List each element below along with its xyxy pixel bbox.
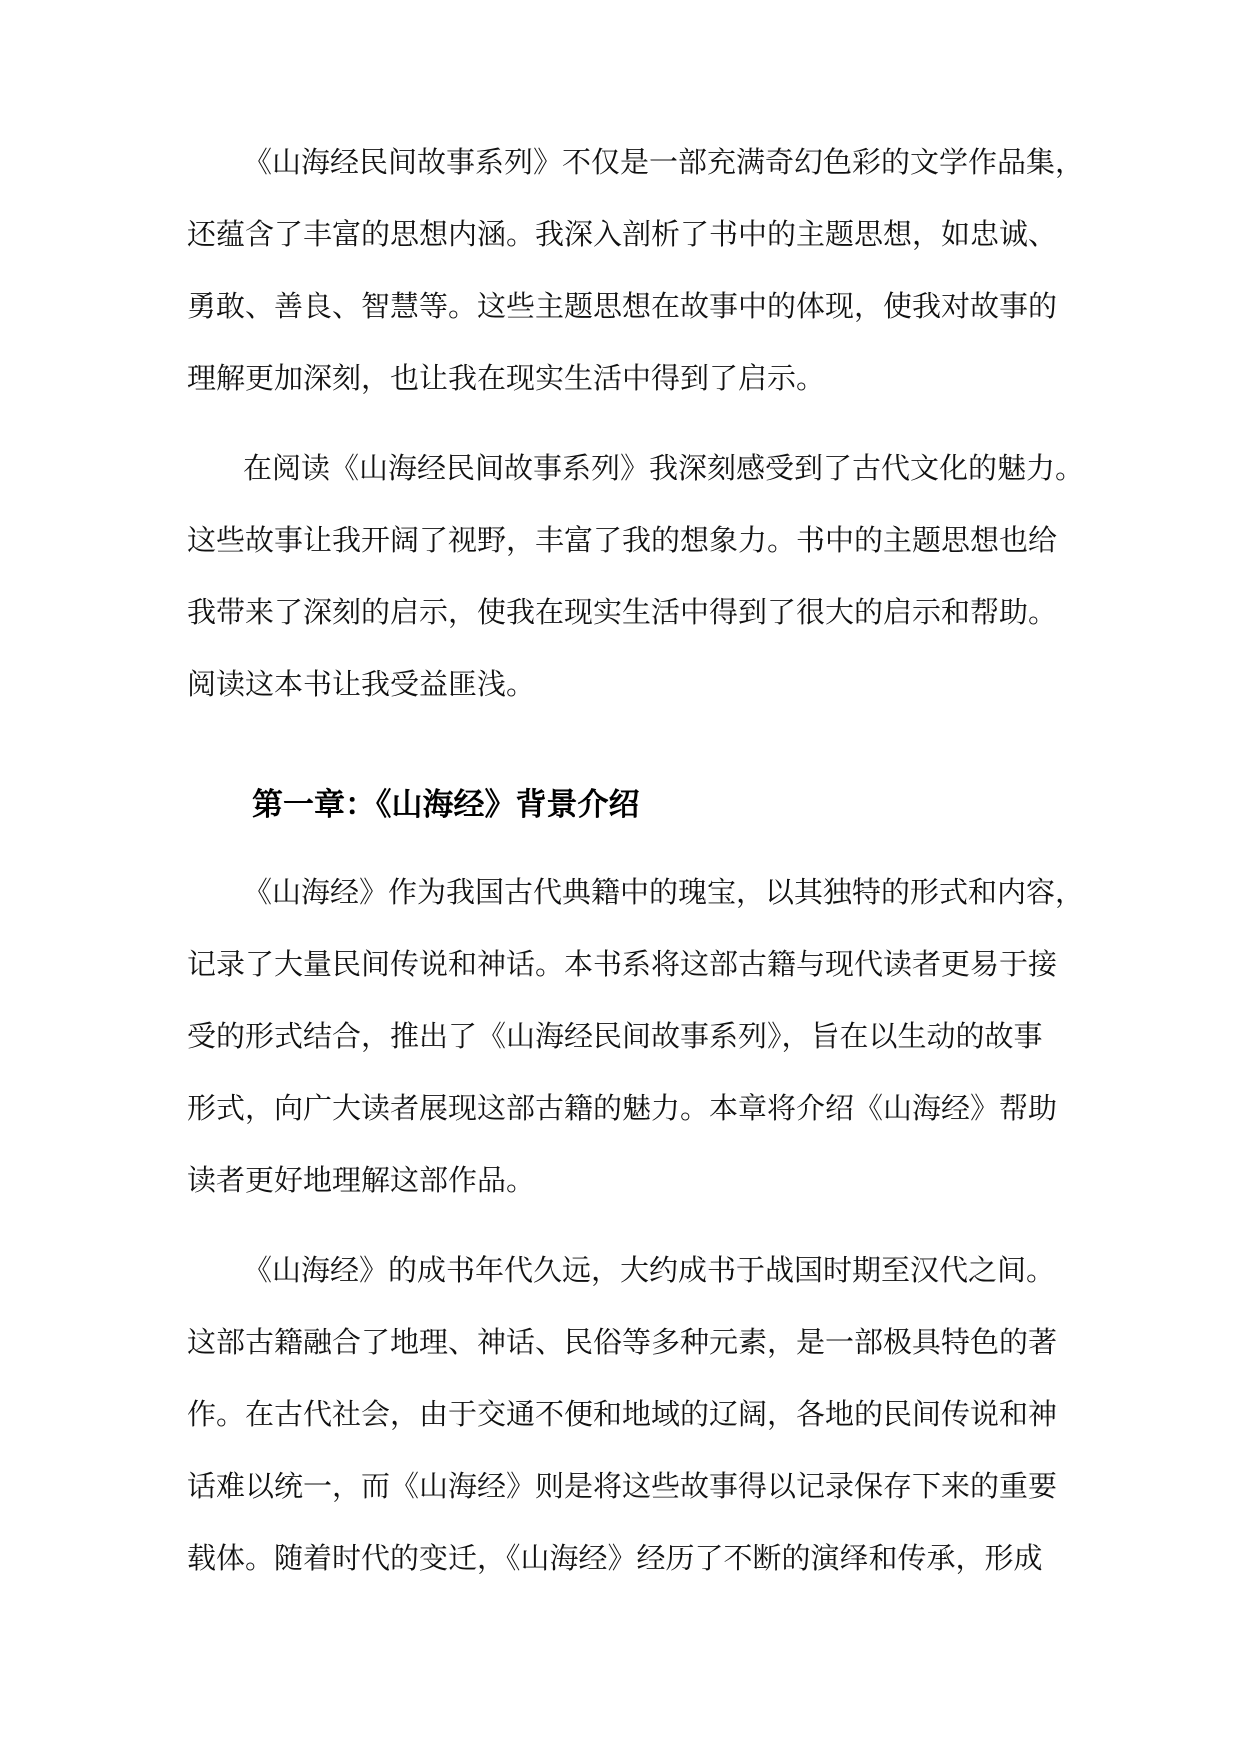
paragraph-1-line-4: 理解更加深刻，也让我在现实生活中得到了启示。 — [187, 361, 826, 395]
paragraph-4-line-4: 话难以统一，而《山海经》则是将这些故事得以记录保存下来的重要 — [187, 1469, 1058, 1503]
paragraph-3-line-4: 形式，向广大读者展现这部古籍的魅力。本章将介绍《山海经》帮助 — [187, 1091, 1058, 1125]
paragraph-3-line-2: 记录了大量民间传说和神话。本书系将这部古籍与现代读者更易于接 — [187, 947, 1058, 981]
paragraph-1-line-1: 《山海经民间故事系列》不仅是一部充满奇幻色彩的文学作品集， — [243, 145, 1085, 179]
paragraph-1-line-2: 还蕴含了丰富的思想内涵。我深入剖析了书中的主题思想，如忠诚、 — [187, 217, 1058, 251]
chapter-heading: 第一章：《山海经》背景介绍 — [252, 787, 640, 823]
paragraph-2-line-1: 在阅读《山海经民间故事系列》我深刻感受到了古代文化的魅力。 — [243, 451, 1085, 485]
paragraph-2-line-3: 我带来了深刻的启示，使我在现实生活中得到了很大的启示和帮助。 — [187, 595, 1058, 629]
paragraph-2-line-2: 这些故事让我开阔了视野，丰富了我的想象力。书中的主题思想也给 — [187, 523, 1058, 557]
paragraph-1-line-3: 勇敢、善良、智慧等。这些主题思想在故事中的体现，使我对故事的 — [187, 289, 1058, 323]
paragraph-3-line-1: 《山海经》作为我国古代典籍中的瑰宝，以其独特的形式和内容， — [243, 875, 1085, 909]
paragraph-3-line-5: 读者更好地理解这部作品。 — [187, 1163, 536, 1197]
paragraph-4-line-1: 《山海经》的成书年代久远，大约成书于战国时期至汉代之间。 — [243, 1253, 1056, 1287]
paragraph-4-line-5: 载体。随着时代的变迁，《山海经》经历了不断的演绎和传承，形成 — [187, 1541, 1043, 1575]
paragraph-2-line-4: 阅读这本书让我受益匪浅。 — [187, 667, 536, 701]
paragraph-4-line-3: 作。在古代社会，由于交通不便和地域的辽阔，各地的民间传说和神 — [187, 1397, 1058, 1431]
paragraph-3-line-3: 受的形式结合，推出了《山海经民间故事系列》，旨在以生动的故事 — [187, 1019, 1043, 1053]
paragraph-4-line-2: 这部古籍融合了地理、神话、民俗等多种元素，是一部极具特色的著 — [187, 1325, 1058, 1359]
